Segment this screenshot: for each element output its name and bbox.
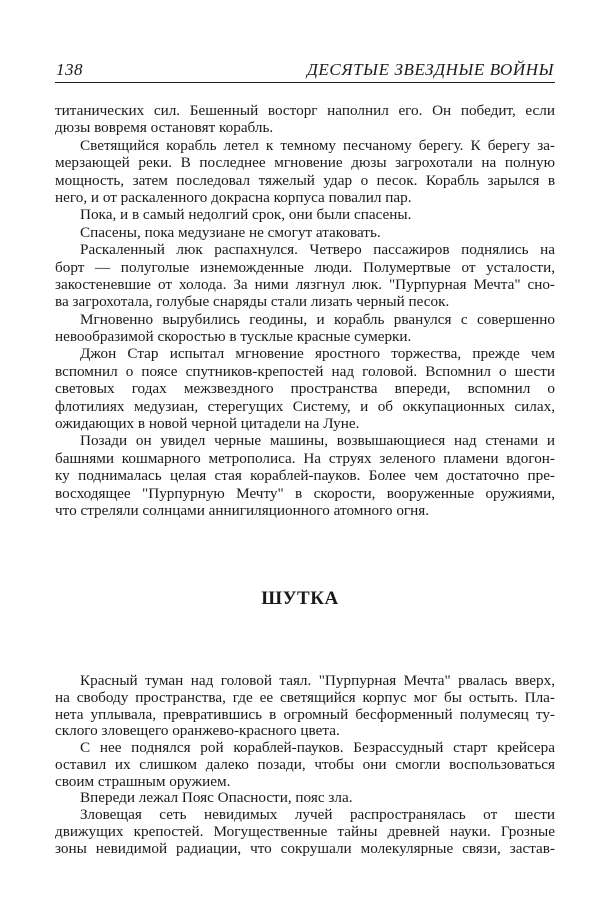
text-line: Раскаленный люк распахнулся. Четверо пассажиров поднялись на — [80, 241, 555, 259]
text-line: мерзающей реки. В последнее мгновение дюзы загрохотали на полную — [55, 154, 555, 172]
page-number: 138 — [56, 60, 83, 79]
chapter-title: ШУТКА — [261, 588, 339, 609]
text-line: на свободу пространства, где ее светящийся корпус мог бы остыть. Пла- — [55, 688, 555, 706]
text-line: С нее поднялся рой кораблей-пауков. Безрассудный старт крейсера — [80, 739, 555, 756]
text-line: башнями кошмарного метрополиса. На струях зеленого пламени вдогон- — [55, 449, 555, 467]
text-line: Мгновенно вырубились геодины, и корабль рванулся с совершенно — [80, 310, 555, 328]
text-line: титанических сил. Бешенный восторг наполнил его. Он победит, если — [55, 102, 555, 119]
text-line: Впереди лежал Пояс Опасности, пояс зла. — [80, 789, 353, 807]
text-line: ку поднималась целая стая кораблей-пауков. Более чем достаточно пре- — [55, 467, 555, 485]
text-line: мощность, затем последовал тяжелый удар о песок. Корабль зарылся в — [55, 171, 555, 189]
text-line: Позади он увидел черные машины, возвышающиеся над стенами и — [80, 432, 555, 450]
text-line: световых годах межзвездного пространства впереди, вспомнил о — [55, 380, 555, 398]
text-line: дюзы вовремя остановят корабль. — [55, 119, 274, 137]
text-line: что стреляли солнцами аннигиляционного атомного огня. — [55, 501, 430, 519]
text-line: него, и от раскаленного докрасна корпуса повалил пар. — [55, 188, 412, 206]
text-line: зоны невидимой радиации, что сокрушали молекулярные связи, застав- — [55, 839, 555, 857]
running-title: ДЕСЯТЫЕ ЗВЕЗДНЫЕ ВОЙНЫ — [307, 60, 554, 79]
running-header — [55, 58, 555, 83]
text-line: ожидающих в новой черной цитадели на Луне. — [55, 415, 360, 433]
text-section-2 — [55, 673, 555, 857]
text-line: склого зловещего оранжево-красного цвета. — [55, 722, 340, 740]
text-line: движущих крепостей. Могущественные тайны древней науки. Грозные — [55, 822, 555, 840]
text-line: восходящее "Пурпурную Мечту" в скорости, вооруженные оружиями, — [55, 484, 555, 502]
text-line: закостеневшие от холода. За ними лязгнул люк. "Пурпурная Мечта" сно- — [55, 275, 555, 293]
text-section-1 — [55, 102, 555, 519]
text-line: невообразимой скоростью в тусклые красные сумерки. — [55, 328, 412, 346]
text-line: своим страшным оружием. — [55, 772, 231, 790]
text-line: Пока, и в самый недолгий срок, они были спасены. — [80, 206, 412, 224]
text-line: оставил их слишком далеко позади, чтобы они смогли воспользоваться — [55, 755, 555, 773]
text-line: Спасены, пока медузиане не смогут атаковать. — [80, 223, 381, 241]
text-line: Красный туман над головой таял. "Пурпурная Мечта" рвалась вверх, — [80, 672, 555, 689]
text-line: флотилиях медузиан, стерегущих Систему, и об оккупационных силах, — [55, 397, 555, 415]
text-line: ва загрохотала, голубые снаряды стали лизать черный песок. — [55, 293, 450, 311]
text-line: борт — полуголые изнеможденные люди. Полумертвые от усталости, — [55, 258, 555, 276]
text-line: вспомнил о поясе спутников-крепостей над головой. Вспомнил о шести — [55, 362, 555, 380]
text-line: Джон Стар испытал мгновение яростного торжества, прежде чем — [80, 345, 555, 363]
text-line: Светящийся корабль летел к темному песчаному берегу. К берегу за- — [80, 136, 555, 154]
text-line: нета уплывала, превратившись в огромный бесформенный полумесяц ту- — [55, 705, 555, 723]
text-line: Зловещая сеть невидимых лучей распространялась от шести — [80, 806, 555, 823]
